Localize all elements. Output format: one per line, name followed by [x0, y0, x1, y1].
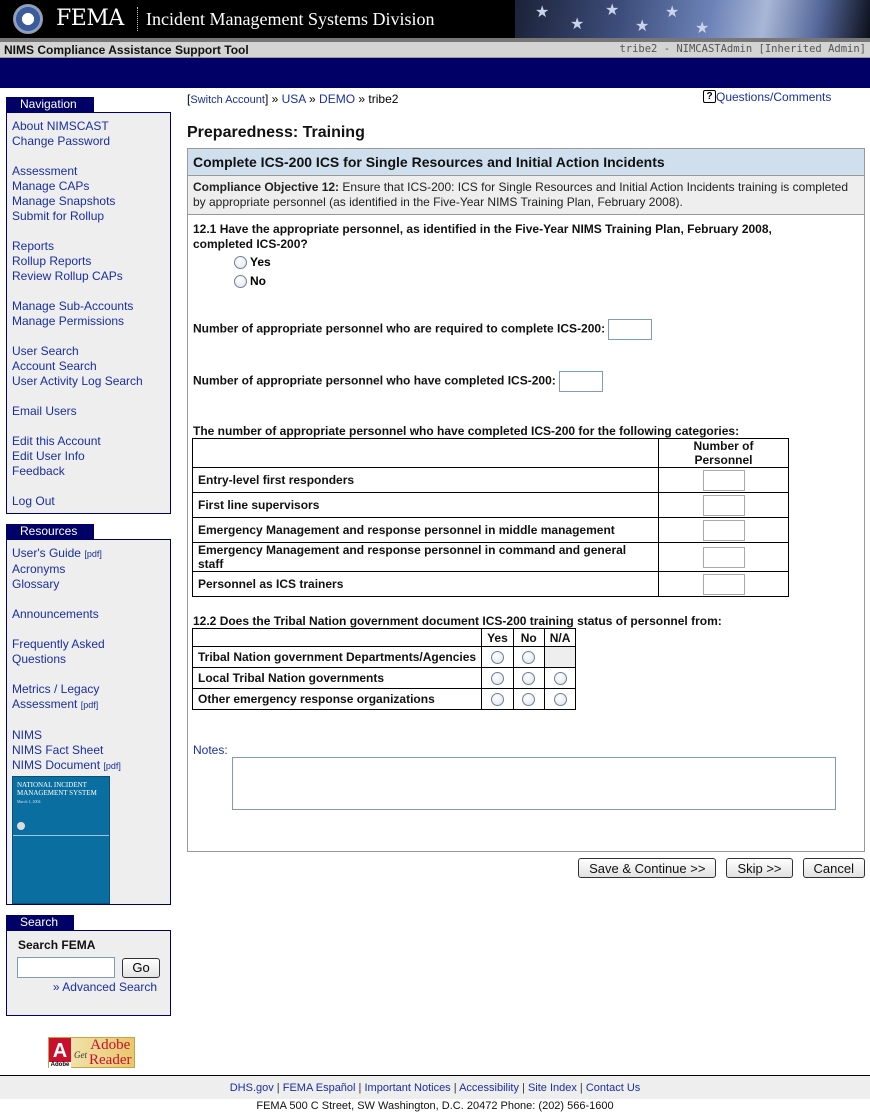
- get-adobe-reader-badge[interactable]: [48, 1037, 135, 1068]
- search-panel: [6, 930, 171, 1016]
- reader-label: [89, 1038, 131, 1068]
- table-row: [193, 572, 789, 597]
- row-header-blank: [193, 629, 482, 647]
- acronyms-link[interactable]: Acronyms: [12, 562, 66, 576]
- questions-comments-link[interactable]: Questions/Comments: [716, 90, 832, 104]
- radio-na[interactable]: [554, 693, 567, 706]
- breadcrumb-current: tribe2: [368, 92, 399, 106]
- radio-no[interactable]: [522, 651, 535, 664]
- compliance-objective: [188, 176, 864, 215]
- sidebar-item-rollup-reports[interactable]: Rollup Reports: [12, 254, 92, 268]
- sidebar-item-submit-for-rollup[interactable]: Submit for Rollup: [12, 209, 105, 223]
- footer-links: [0, 1075, 870, 1099]
- radio-cell-yes: [482, 647, 514, 668]
- search-title: Search FEMA: [18, 938, 96, 952]
- user-info: tribe2 - NIMCASTAdmin [Inherited Admin]: [619, 43, 866, 55]
- save-continue-button[interactable]: Save & Continue >>: [578, 858, 716, 878]
- category-count-cell: [659, 572, 789, 597]
- glossary-link[interactable]: Glossary: [12, 577, 60, 591]
- radio-yes[interactable]: [491, 651, 504, 664]
- get-label: Get: [74, 1050, 87, 1060]
- help-question-icon: ?: [703, 90, 716, 103]
- footer-address: FEMA 500 C Street, SW Washington, D.C. 20472 Phone: (202) 566-1600: [256, 1100, 614, 1112]
- radio-cell-na: [544, 689, 576, 710]
- division-title: Incident Management Systems Division: [146, 9, 435, 29]
- metrics-legacy-link[interactable]: [12, 682, 165, 713]
- pdf-tag: [pdf]: [80, 700, 99, 710]
- radio-yes[interactable]: [491, 672, 504, 685]
- site-banner: [0, 0, 870, 38]
- skip-button[interactable]: Skip >>: [726, 858, 792, 878]
- reader-label-1: Adobe: [90, 1037, 131, 1053]
- sidebar-item-email-users[interactable]: Email Users: [12, 404, 77, 418]
- resources-panel: [6, 539, 171, 905]
- category-label: Personnel as ICS trainers: [193, 572, 659, 597]
- sidebar-item-about-nimscast[interactable]: About NIMSCAST: [12, 119, 109, 133]
- category-count-cell: [659, 493, 789, 518]
- reader-label-2: Reader: [89, 1052, 132, 1068]
- sidebar-item-log-out[interactable]: Log Out: [12, 494, 55, 508]
- faq-label-2: Questions: [12, 652, 67, 666]
- sidebar-item-review-rollup-caps[interactable]: Review Rollup CAPs: [12, 269, 123, 283]
- metrics-label-1: Metrics / Legacy: [12, 682, 100, 696]
- faq-link[interactable]: [12, 637, 165, 667]
- col-yes: Yes: [482, 629, 514, 647]
- navigation-panel: [6, 112, 171, 514]
- footer-link[interactable]: Accessibility: [459, 1082, 519, 1094]
- nims-fact-sheet-link[interactable]: NIMS Fact Sheet: [12, 743, 104, 757]
- radio-no[interactable]: [522, 672, 535, 685]
- col-no: No: [513, 629, 544, 647]
- category-label: Emergency Management and response personnel in command and general staff: [193, 543, 659, 572]
- radio-cell-no: [513, 668, 544, 689]
- nims-document-cover-image[interactable]: [12, 776, 110, 904]
- radio-cell-no: [513, 647, 544, 668]
- navigation-tab: Navigation: [6, 97, 94, 112]
- radio-no[interactable]: [522, 693, 535, 706]
- flag-image: ★ ★ ★ ★ ★ ★: [515, 0, 870, 38]
- option-label: No: [250, 274, 266, 288]
- category-count-cell: [659, 518, 789, 543]
- adobe-brand: Adobe: [50, 1062, 70, 1068]
- switch-account-link[interactable]: Switch Account: [190, 94, 265, 106]
- nims-document-link[interactable]: [12, 758, 165, 774]
- row-label: Local Tribal Nation governments: [193, 668, 482, 689]
- footer-link[interactable]: Contact Us: [585, 1082, 641, 1094]
- category-count-input[interactable]: [703, 470, 745, 491]
- sidebar-item-manage-permissions[interactable]: Manage Permissions: [12, 314, 125, 328]
- na-unavailable-cell: [544, 647, 576, 668]
- form-box: [187, 148, 865, 852]
- radio-cell-yes: [482, 668, 514, 689]
- cancel-button[interactable]: Cancel: [803, 858, 865, 878]
- row-label: Other emergency response organizations: [193, 689, 482, 710]
- required-count-label: Number of appropriate personnel who are required to complete ICS-200:: [193, 321, 606, 336]
- objective-text: Ensure that ICS-200: ICS for Single Resources and Initial Action Incidents training is completed by appropriate personnel (as identified in the Five-Year NIMS Training Plan, February 2008).: [193, 180, 849, 209]
- app-name: NIMS Compliance Assistance Support Tool: [4, 43, 249, 57]
- notes-textarea[interactable]: [232, 757, 836, 810]
- tribal-documentation-table: [192, 628, 576, 710]
- table-row: [193, 543, 789, 572]
- required-count-input[interactable]: [608, 319, 652, 340]
- table-row: [193, 647, 576, 668]
- breadcrumb: [Switch Account] » USA » DEMO » tribe2: [187, 92, 399, 106]
- cover-date: March 1, 2004: [17, 799, 41, 804]
- fema-logo-text: FEMA: [56, 6, 124, 31]
- sidebar-item-change-password[interactable]: Change Password: [12, 134, 111, 148]
- page-title: Preparedness: Training: [187, 124, 365, 141]
- breadcrumb-separator: »: [271, 92, 279, 106]
- category-count-input[interactable]: [703, 547, 745, 568]
- pdf-tag: [pdf]: [103, 761, 121, 771]
- sidebar-item-user-search[interactable]: User Search: [12, 344, 79, 358]
- footer-link[interactable]: DHS.gov: [229, 1082, 274, 1094]
- radio-cell-yes: [482, 689, 514, 710]
- option-label: Yes: [250, 255, 271, 269]
- radio-button[interactable]: [234, 275, 247, 288]
- breadcrumb-demo[interactable]: DEMO: [319, 92, 356, 106]
- sidebar-item-edit-user-info[interactable]: Edit User Info: [12, 449, 85, 463]
- form-buttons: [578, 858, 865, 878]
- advanced-search-link[interactable]: » Advanced Search: [52, 980, 157, 994]
- go-button[interactable]: Go: [122, 958, 160, 978]
- breadcrumb-separator: »: [309, 92, 316, 106]
- q1-option-no[interactable]: [234, 274, 266, 288]
- radio-cell-na: [544, 668, 576, 689]
- required-count-row: [193, 319, 652, 340]
- table-row: [193, 689, 576, 710]
- footer-separator: |: [518, 1082, 528, 1094]
- faq-label-1: Frequently Asked: [12, 637, 105, 651]
- nims-document-label: NIMS Document: [12, 758, 101, 772]
- form-heading: Complete ICS-200 ICS for Single Resources and Initial Action Incidents: [188, 149, 864, 176]
- radio-na[interactable]: [554, 672, 567, 685]
- category-count-input[interactable]: [703, 520, 745, 541]
- announcements-link[interactable]: Announcements: [12, 607, 99, 621]
- radio-cell-no: [513, 689, 544, 710]
- notes-label: Notes:: [193, 743, 228, 757]
- radio-button[interactable]: [234, 256, 247, 269]
- category-label: Emergency Management and response personnel in middle management: [193, 518, 659, 543]
- col-na: N/A: [544, 629, 576, 647]
- completed-count-input[interactable]: [559, 371, 603, 392]
- users-guide-link[interactable]: [12, 546, 165, 562]
- q1-option-yes[interactable]: [234, 255, 271, 269]
- completed-count-label: Number of appropriate personnel who have completed ICS-200:: [193, 373, 556, 388]
- footer-separator: |: [450, 1082, 460, 1094]
- metrics-label-2: Assessment: [12, 697, 78, 711]
- completed-count-row: [193, 371, 603, 392]
- search-tab: Search: [6, 915, 74, 930]
- category-label: Entry-level first responders: [193, 468, 659, 493]
- cover-title: NATIONAL INCIDENT MANAGEMENT SYSTEM: [17, 781, 97, 797]
- sidebar-item-feedback[interactable]: Feedback: [12, 464, 65, 478]
- cover-rule: [13, 835, 109, 836]
- footer-separator: |: [576, 1082, 586, 1094]
- sidebar-item-reports[interactable]: Reports: [12, 239, 55, 253]
- category-count-cell: [659, 468, 789, 493]
- category-label: First line supervisors: [193, 493, 659, 518]
- pdf-tag: [pdf]: [84, 549, 102, 559]
- footer-separator: |: [273, 1082, 283, 1094]
- search-input[interactable]: [17, 957, 115, 978]
- footer-separator: |: [355, 1082, 365, 1094]
- objective-label: Compliance Objective 12:: [193, 180, 340, 194]
- footer-link[interactable]: FEMA Español: [282, 1082, 356, 1094]
- footer-link[interactable]: Site Index: [527, 1082, 577, 1094]
- breadcrumb-separator: »: [358, 92, 366, 106]
- app-bar: [0, 42, 870, 58]
- nav-strip: [0, 58, 870, 88]
- categories-table: [192, 438, 789, 597]
- dhs-seal-logo: [13, 4, 43, 34]
- banner-divider: [137, 7, 138, 31]
- table-row: [193, 518, 789, 543]
- resources-tab: Resources: [6, 524, 94, 539]
- number-of-personnel-header: Number of Personnel: [659, 439, 789, 468]
- nims-link[interactable]: NIMS: [12, 728, 42, 742]
- category-count-input[interactable]: [703, 574, 745, 595]
- breadcrumb-usa[interactable]: USA: [281, 92, 306, 106]
- table-row: [193, 468, 789, 493]
- category-count-cell: [659, 543, 789, 572]
- sidebar-item-manage-snapshots[interactable]: Manage Snapshots: [12, 194, 116, 208]
- users-guide-label: User's Guide: [12, 546, 81, 560]
- dhs-seal-icon: [17, 822, 25, 830]
- sidebar-item-manage-sub-accounts[interactable]: Manage Sub-Accounts: [12, 299, 134, 313]
- row-label: Tribal Nation government Departments/Agencies: [193, 647, 482, 668]
- sidebar-item-user-activity-log-search[interactable]: User Activity Log Search: [12, 374, 143, 388]
- table-row: [193, 493, 789, 518]
- question-12-2: 12.2 Does the Tribal Nation government document ICS-200 training status of personnel from:: [193, 614, 722, 628]
- sidebar-item-assessment[interactable]: Assessment: [12, 164, 78, 178]
- category-header-blank: [193, 439, 659, 468]
- sidebar-item-account-search[interactable]: Account Search: [12, 359, 97, 373]
- sidebar-item-edit-this-account[interactable]: Edit this Account: [12, 434, 101, 448]
- table-row: [193, 668, 576, 689]
- radio-yes[interactable]: [491, 693, 504, 706]
- category-count-input[interactable]: [703, 495, 745, 516]
- questions-comments[interactable]: [703, 90, 831, 104]
- footer-link[interactable]: Important Notices: [364, 1082, 451, 1094]
- adobe-logo-icon: A Adobe: [50, 1040, 70, 1068]
- categories-label: The number of appropriate personnel who have completed ICS-200 for the following categories:: [193, 424, 740, 438]
- question-12-1: 12.1 Have the appropriate personnel, as identified in the Five-Year NIMS Training Plan, February 2008, completed ICS-200?: [193, 222, 772, 251]
- sidebar-item-manage-caps[interactable]: Manage CAPs: [12, 179, 90, 193]
